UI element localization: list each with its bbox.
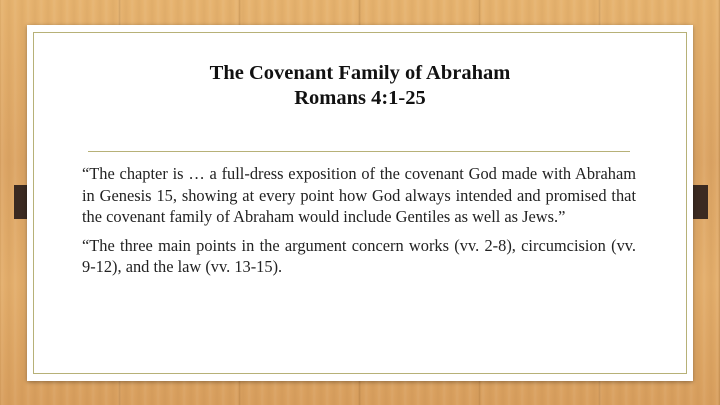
slide-card-border: [33, 32, 687, 374]
slide-title-line2: Romans 4:1-25: [294, 87, 426, 109]
quote-paragraph-2: “The three main points in the argument concern works (vv. 2-8), circumcision (vv. 9-12), and the law (vv. 13-15).: [82, 235, 636, 276]
quote-paragraph-1: “The chapter is … a full-dress exposition of the covenant God made with Abraham in Genesis 15, showing at every point how God always intended and promised that the covenant family of Abraham would include Gentiles as well as Jews.”: [82, 164, 636, 226]
slide-title-line1: The Covenant Family of Abraham: [209, 62, 511, 84]
slide-card: [27, 25, 693, 381]
slide-title: [34, 61, 686, 111]
slide-body: [82, 163, 636, 285]
title-divider: [88, 151, 630, 152]
